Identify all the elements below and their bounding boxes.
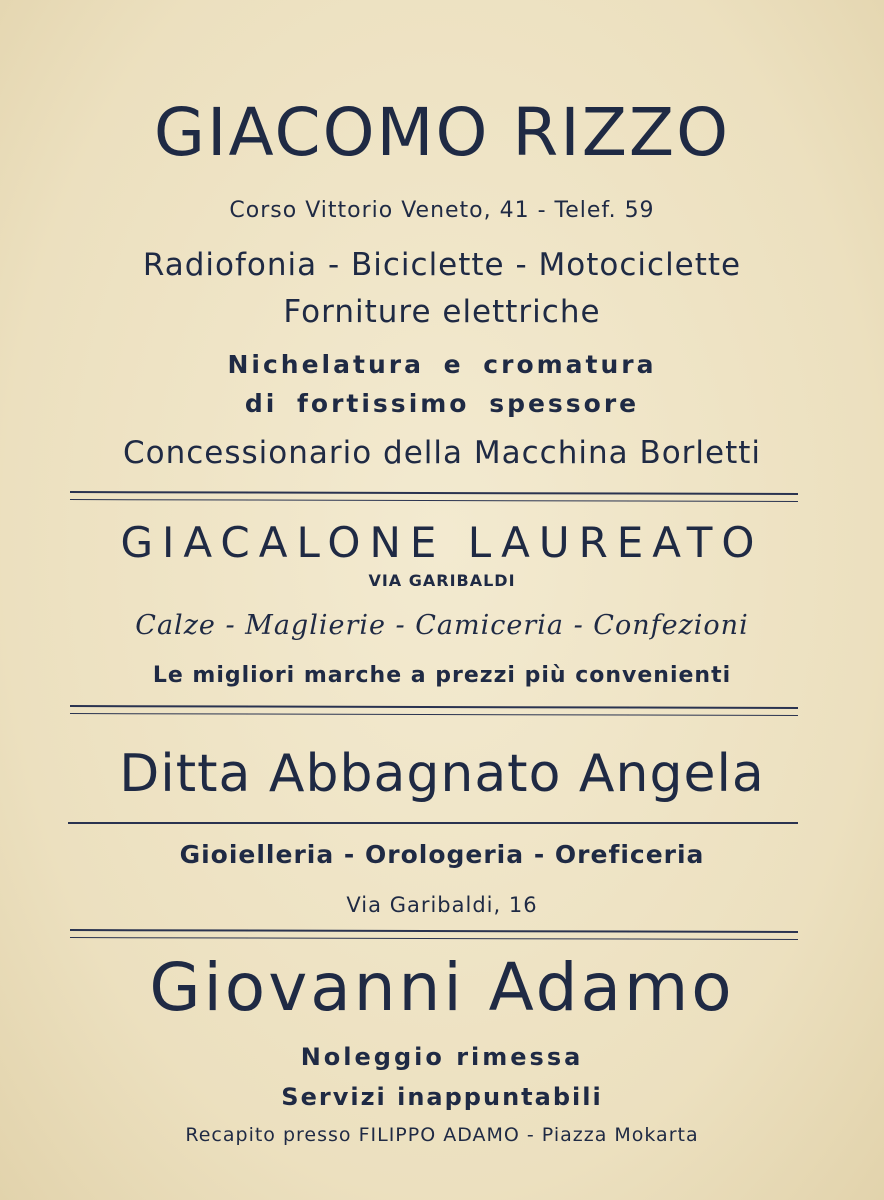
abbagnato-services: Gioielleria - Orologeria - Oreficeria (179, 840, 705, 869)
giacalone-slogan: Le migliori marche a prezzi più convenienti (152, 663, 732, 688)
giacalone-address: VIA GARIBALDI (368, 571, 516, 590)
giacalone-products: Calze - Maglierie - Camiceria - Confezioni (135, 610, 749, 641)
divider-rule-2 (70, 705, 798, 716)
giacalone-heading: GIACALONE LAUREATO (120, 518, 764, 567)
adamo-service-1: Noleggio rimessa (300, 1043, 584, 1071)
divider-rule-3 (70, 929, 798, 940)
abbagnato-underline (68, 822, 798, 824)
rizzo-thickness: di fortissimo spessore (244, 389, 640, 418)
rizzo-heading: GIACOMO RIZZO (153, 94, 731, 171)
adamo-heading: Giovanni Adamo (149, 949, 735, 1026)
divider-rule-1 (70, 491, 798, 502)
adamo-contact: Recapito presso FILIPPO ADAMO - Piazza Mokarta (185, 1124, 699, 1146)
abbagnato-address: Via Garibaldi, 16 (346, 893, 538, 917)
rizzo-products: Radiofonia - Biciclette - Motociclette (142, 247, 742, 283)
rizzo-supplies: Forniture elettriche (283, 294, 601, 330)
rizzo-address: Corso Vittorio Veneto, 41 - Telef. 59 (229, 198, 655, 223)
rizzo-dealer: Concessionario della Macchina Borletti (122, 435, 762, 471)
rizzo-plating: Nichelatura e cromatura (227, 350, 657, 379)
adamo-service-2: Servizi inappuntabili (281, 1083, 603, 1111)
abbagnato-heading: Ditta Abbagnato Angela (119, 744, 765, 804)
